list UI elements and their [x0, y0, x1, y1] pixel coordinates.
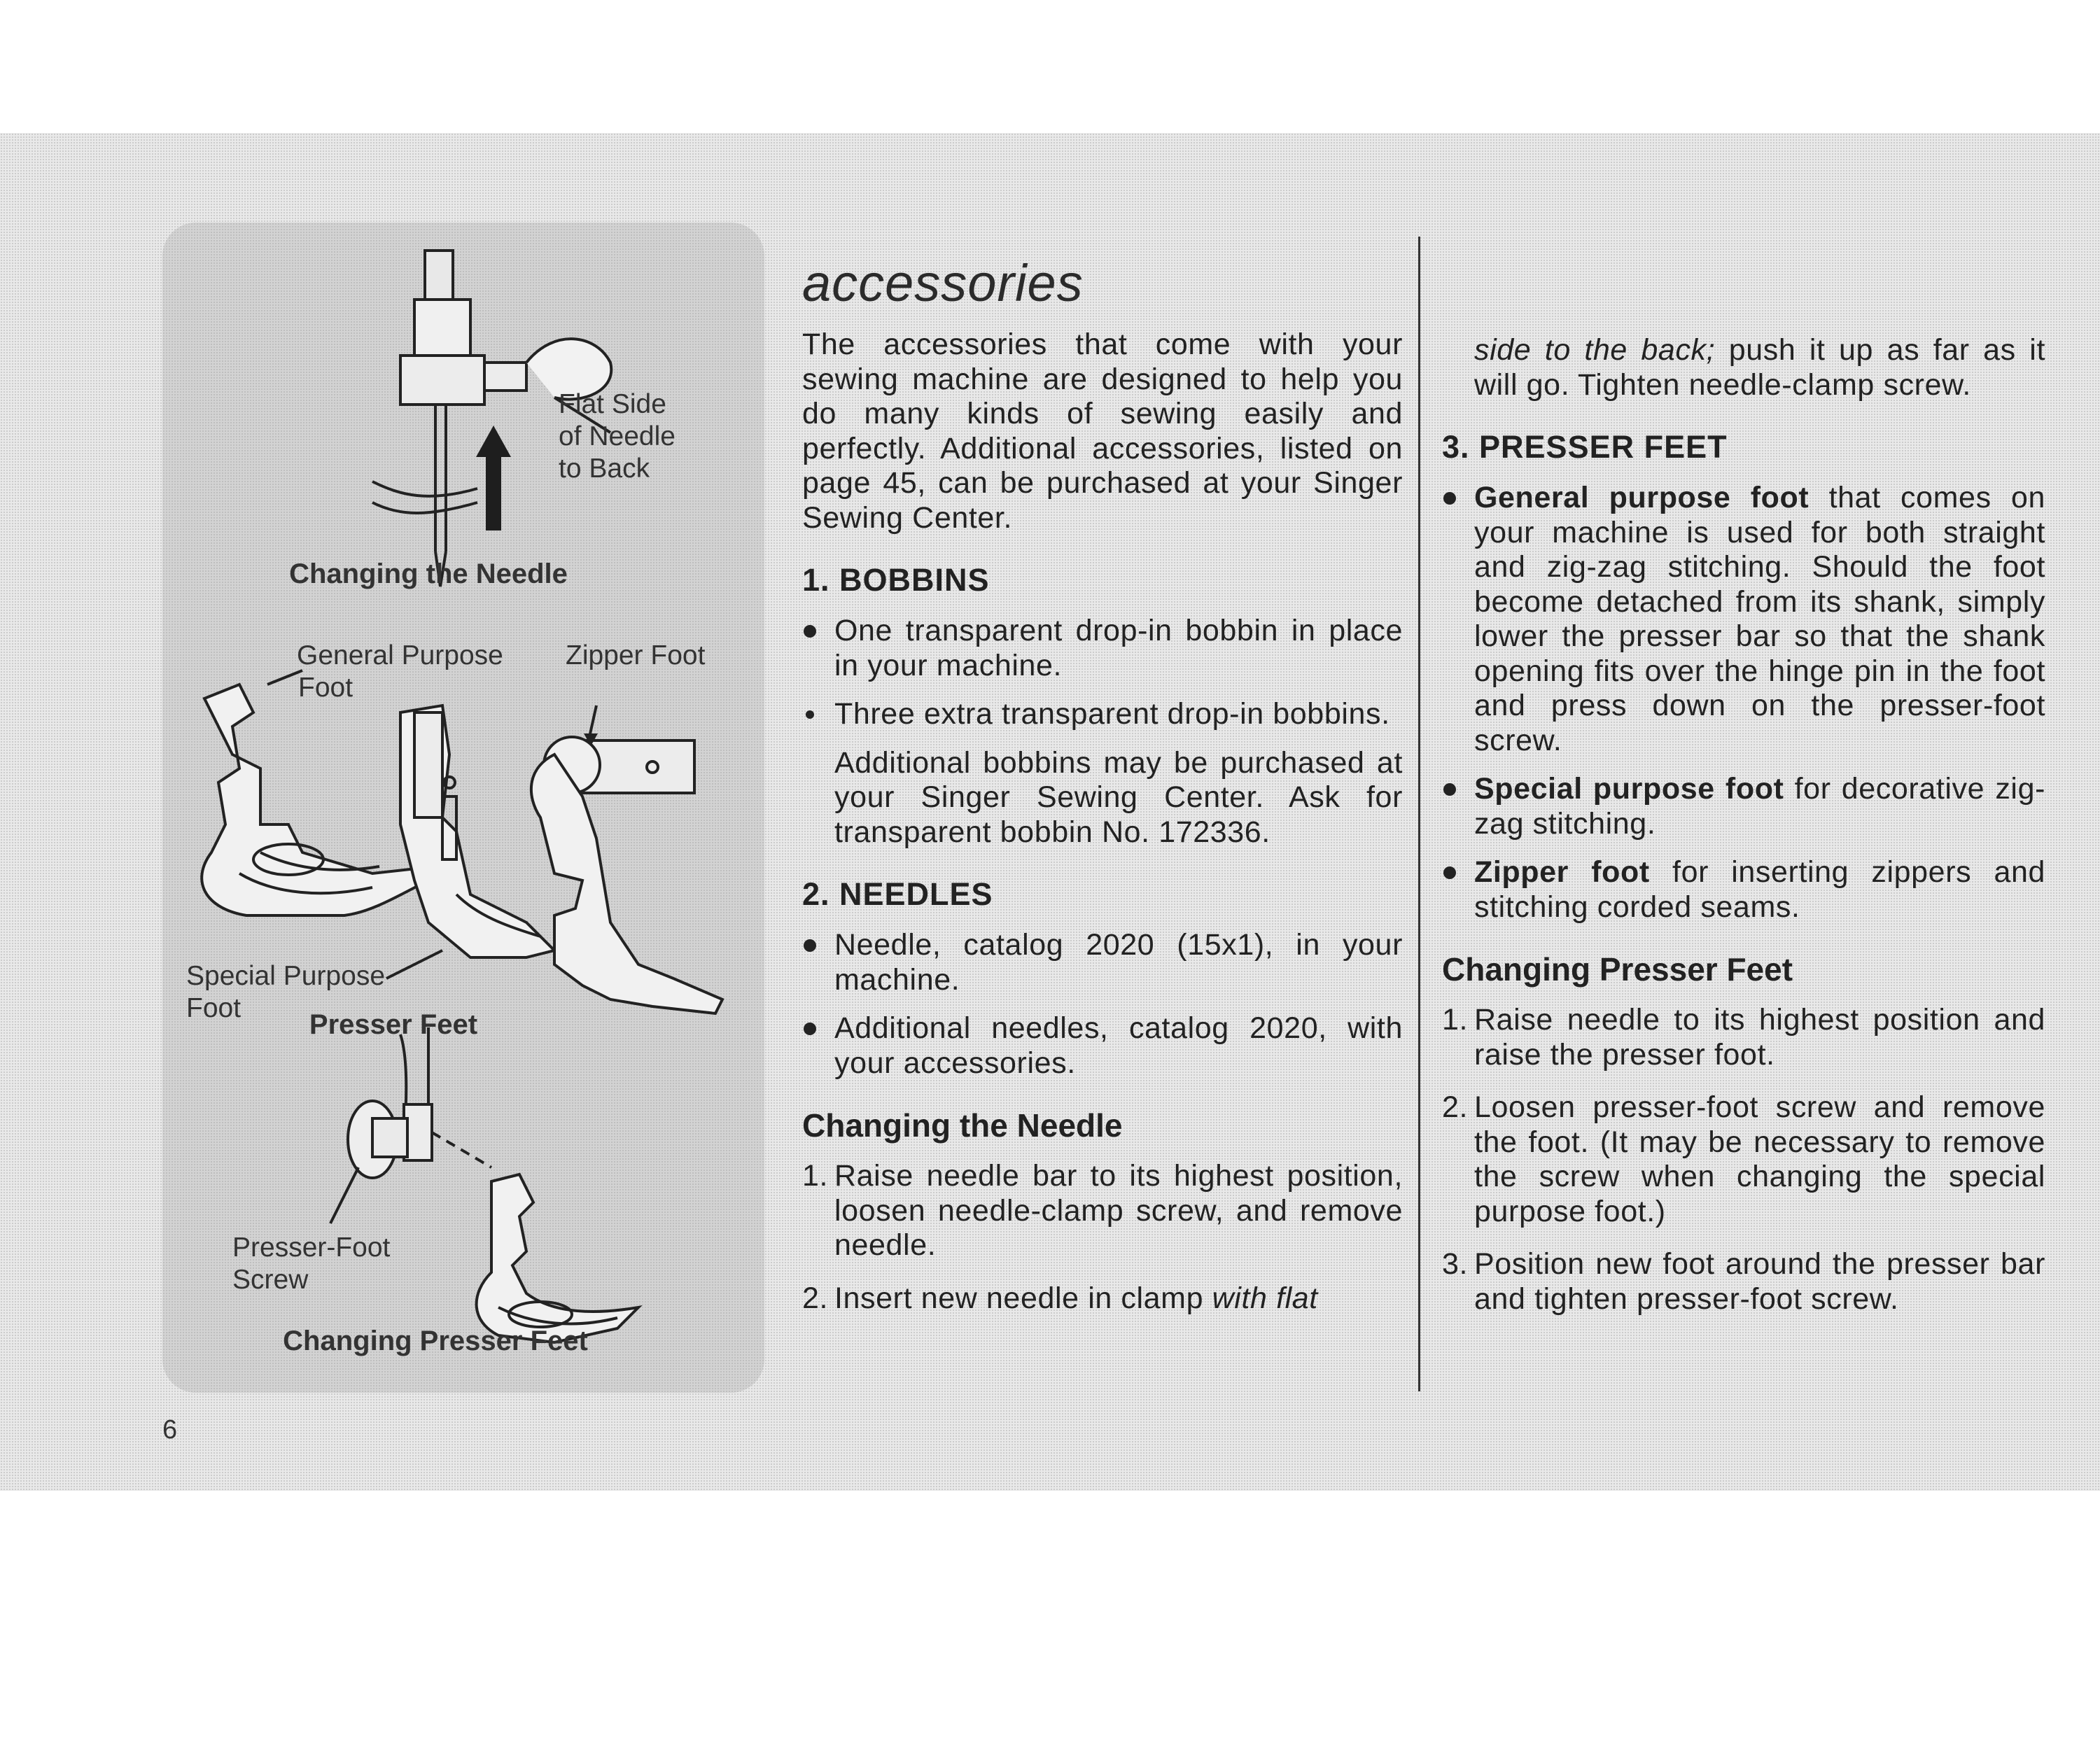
list-item-text: Additional needles, catalog 2020, with your accessories.	[834, 1011, 1403, 1080]
step-text: Raise needle bar to its highest position, loosen needle-clamp screw, and remove needle.	[834, 1159, 1403, 1262]
label-general-purpose-foot	[297, 640, 503, 704]
bullet-icon	[1443, 783, 1456, 796]
label-zipper-foot: Zipper Foot	[566, 640, 706, 670]
page-number: 6	[162, 1415, 178, 1445]
label-line: to Back	[559, 454, 650, 484]
list-item	[802, 928, 1403, 997]
step-item: 1. Raise needle bar to its highest position, loosen needle-clamp screw, and remove needle.	[802, 1159, 1403, 1262]
label-line: General Purpose	[297, 640, 503, 670]
step-continuation	[1442, 333, 2045, 402]
step-item: 3. Position new foot around the presser bar and tighten presser-foot screw.	[1442, 1247, 2045, 1316]
step-item: 2. Insert new needle in clamp with flat	[802, 1281, 1318, 1315]
list-item	[1442, 855, 2045, 925]
bullet-icon	[804, 939, 816, 952]
label-line: Screw	[232, 1265, 309, 1295]
bullet-icon	[804, 625, 816, 638]
step-item: 1. Raise needle to its highest position and raise the presser foot.	[1442, 1003, 2045, 1072]
replacement-foot-drawing	[477, 1174, 638, 1342]
bullet-icon	[806, 710, 814, 719]
zipper-foot-drawing	[531, 705, 722, 1013]
text-column-left	[802, 252, 1403, 1334]
list-item	[802, 614, 1403, 683]
subheading-changing-needle: Changing the Needle	[802, 1107, 1123, 1144]
list-item	[1442, 481, 2045, 758]
section-heading-needles: 2. NEEDLES	[802, 876, 993, 912]
bobbin-note: Additional bobbins may be purchased at your Singer Sewing Center. Ask for transparent bobbin No. 172336.	[834, 745, 1403, 849]
step-text: push it up as far as it will go. Tighten needle-clamp screw.	[1474, 333, 2045, 402]
arrow-up-icon	[476, 426, 511, 531]
term-special-purpose-foot: Special purpose foot	[1474, 772, 1784, 806]
label-flat-side	[559, 388, 676, 485]
list-item-text: Three extra transparent drop-in bobbins.	[834, 697, 1390, 731]
presser-foot-screw-drawing	[330, 1027, 491, 1223]
intro-paragraph: The accessories that come with your sewing machine are designed to help you do many kinds of sewing easily and perfectly. Additional accessories, listed on page 45, can be purchased at your Singer Sewing Center.	[802, 328, 1403, 535]
caption-presser-feet: Presser Feet	[309, 1009, 478, 1040]
label-line: Special Purpose	[186, 961, 386, 991]
list-item-text: that comes on your machine is used for both straight and zig-zag stitching. Should the foot become detached from its shank, simply lower the presser bar so that the shank opening fits over the hinge pin in the foot and press down on the presser-foot screw.	[1474, 481, 2045, 757]
list-item-text: for decorative zig-zag stitching.	[1474, 772, 2046, 841]
list-item	[802, 697, 1403, 732]
term-general-purpose-foot: General purpose foot	[1474, 481, 1809, 514]
bullet-icon	[1443, 866, 1456, 879]
special-purpose-foot-drawing	[386, 705, 554, 978]
label-line: of Needle	[559, 421, 676, 451]
list-item-text: One transparent drop-in bobbin in place in your machine.	[834, 614, 1403, 682]
list-item	[802, 1011, 1403, 1081]
step-text: Raise needle to its highest position and raise the presser foot.	[1474, 1003, 2045, 1072]
step-text: Position new foot around the presser bar and tighten presser-foot screw.	[1474, 1247, 2045, 1316]
label-line: Foot	[186, 993, 241, 1023]
label-line: Flat Side	[559, 389, 666, 419]
list-item	[1442, 772, 2045, 841]
list-item-text: Needle, catalog 2020 (15x1), in your machine.	[834, 928, 1403, 997]
page-title: accessories	[802, 254, 1084, 312]
step-text: Loosen presser-foot screw and remove the foot. (It may be necessary to remove the screw when changing the special purpose foot.)	[1474, 1090, 2045, 1228]
section-heading-presser-feet: 3. PRESSER FEET	[1442, 429, 1728, 465]
list-item-text: for inserting zippers and stitching corded seams.	[1474, 855, 2045, 924]
illustration-panel	[162, 223, 764, 1393]
step-text-emphasis: side to the back;	[1474, 333, 1716, 367]
term-zipper-foot: Zipper foot	[1474, 855, 1650, 889]
subheading-changing-presser-feet: Changing Presser Feet	[1442, 951, 1793, 988]
caption-changing-needle: Changing the Needle	[289, 559, 568, 589]
label-presser-foot-screw	[232, 1232, 390, 1296]
label-line: Presser-Foot	[232, 1232, 391, 1263]
step-text: Insert new needle in clamp	[834, 1281, 1204, 1315]
step-item: 2. Loosen presser-foot screw and remove the foot. (It may be necessary to remove the screw when changing the special purpose foot.)	[1442, 1090, 2045, 1228]
label-line: Foot	[298, 673, 354, 703]
text-column-right	[1442, 333, 2045, 1335]
section-heading-bobbins: 1. BOBBINS	[802, 562, 990, 598]
step-text-emphasis: with flat	[1212, 1281, 1318, 1315]
bullet-icon	[1443, 492, 1456, 505]
caption-changing-presser-feet: Changing Presser Feet	[283, 1326, 588, 1356]
bullet-icon	[804, 1023, 816, 1035]
column-divider	[1418, 237, 1420, 1391]
